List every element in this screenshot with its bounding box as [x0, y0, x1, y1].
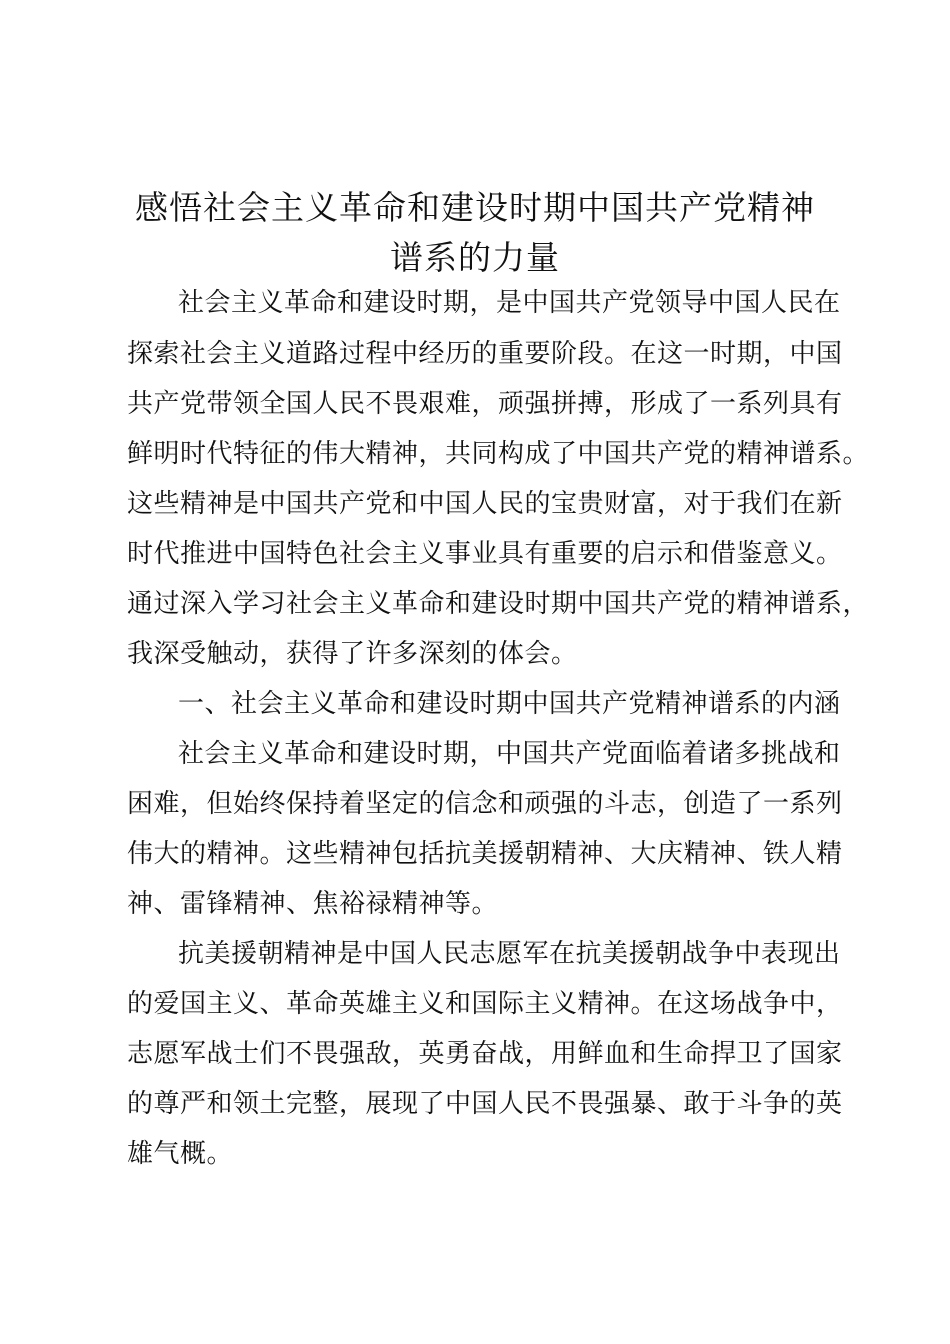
section-heading: 一、社会主义革命和建设时期中国共产党精神谱系的内涵 [178, 689, 841, 719]
paragraph-line: 志愿军战士们不畏强敌，英勇奋战，用鲜血和生命捍卫了国家 [127, 1039, 843, 1069]
paragraph-line: 困难，但始终保持着坚定的信念和顽强的斗志，创造了一系列 [127, 789, 843, 819]
paragraph-line: 的尊严和领土完整，展现了中国人民不畏强暴、敢于斗争的英 [127, 1089, 843, 1119]
paragraph-line: 共产党带领全国人民不畏艰难，顽强拼搏，形成了一系列具有 [127, 389, 843, 419]
document-title-line-1: 感悟社会主义革命和建设时期中国共产党精神 [135, 188, 815, 227]
paragraph-line: 这些精神是中国共产党和中国人民的宝贵财富，对于我们在新 [127, 489, 843, 519]
paragraph-line: 伟大的精神。这些精神包括抗美援朝精神、大庆精神、铁人精 [127, 839, 843, 869]
paragraph-line: 社会主义革命和建设时期，中国共产党面临着诸多挑战和 [178, 739, 841, 769]
paragraph-line: 抗美援朝精神是中国人民志愿军在抗美援朝战争中表现出 [178, 939, 841, 969]
paragraph-line: 鲜明时代特征的伟大精神，共同构成了中国共产党的精神谱系。 [127, 439, 870, 469]
document-title-line-2: 谱系的力量 [390, 238, 560, 277]
paragraph-line: 通过深入学习社会主义革命和建设时期中国共产党的精神谱系， [127, 589, 870, 619]
paragraph-line: 时代推进中国特色社会主义事业具有重要的启示和借鉴意义。 [127, 539, 843, 569]
paragraph-line: 的爱国主义、革命英雄主义和国际主义精神。在这场战争中， [127, 989, 843, 1019]
paragraph-line: 神、雷锋精神、焦裕禄精神等。 [127, 889, 499, 919]
paragraph-line: 社会主义革命和建设时期，是中国共产党领导中国人民在 [178, 288, 841, 318]
paragraph-line: 雄气概。 [127, 1139, 234, 1169]
paragraph-line: 我深受触动，获得了许多深刻的体会。 [127, 639, 578, 669]
paragraph-line: 探索社会主义道路过程中经历的重要阶段。在这一时期，中国 [127, 339, 843, 369]
